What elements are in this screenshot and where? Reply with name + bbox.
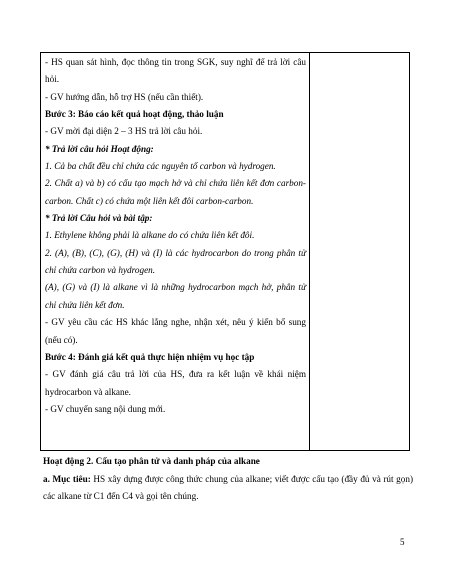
answer-line: 2. Chất a) và b) có cấu tạo mạch hở và chỉ chứa liên kết đơn carbon-carbon. Chất c) có chứa một liên kết đôi carbon-carbon. [45,178,306,206]
answer-line: 2. (A), (B), (C), (G), (H) và (I) là các hydrocarbon do trong phân tử chỉ chứa carbon và hydrogen. [45,247,306,276]
step-heading: Bước 3: Báo cáo kết quả hoạt động, thảo luận [45,109,224,120]
step-line: - GV yêu cầu các HS khác lắng nghe, nhận xét, nêu ý kiến bổ sung (nếu có). [45,317,306,345]
answer-heading: * Trả lời câu hỏi Hoạt động: [45,143,154,154]
teacher-student-activity-cell [45,54,306,418]
step-heading: Bước 4: Đánh giá kết quả thực hiện nhiệm vụ học tập [45,351,255,362]
step-line: - GV hướng dẫn, hỗ trợ HS (nếu cần thiết). [45,91,204,102]
answer-heading: * Trả lời Câu hỏi và bài tập: [45,213,153,224]
step-line: - GV mời đại diện 2 – 3 HS trả lời câu hỏi. [45,126,203,137]
step-line: - GV đánh giá câu trả lời của HS, đưa ra kết luận về khái niệm hydrocarbon và alkane. [45,369,306,397]
objective-label: a. Mục tiêu: [43,473,91,484]
objective-text: HS xây dựng được công thức chung của alkane; viết được cấu tạo (đầy đủ và rút gọn) các alkane từ C1 đến C4 và gọi tên chúng. [43,473,414,501]
activity-section [43,453,413,506]
activity-heading: Hoạt động 2. Cấu tạo phân tử và danh pháp của alkane [43,456,260,466]
answer-line: 1. Ethylene không phải là alkane do có chứa liên kết đôi. [45,230,255,241]
page-number: 5 [400,537,405,547]
answer-line: 1. Cả ba chất đều chỉ chứa các nguyên tố carbon và hydrogen. [45,161,276,172]
step-line: - GV chuyển sang nội dung mới. [45,403,166,414]
answer-line: (A), (G) và (I) là alkane vì là những hydrocarbon mạch hở, phân tử chỉ chứa liên kết đơn. [45,282,306,310]
step-line: - HS quan sát hình, đọc thông tin trong SGK, suy nghĩ để trả lời câu hỏi. [45,57,306,85]
column-divider [309,53,310,450]
lesson-table [40,52,410,451]
objective-paragraph [43,471,413,506]
